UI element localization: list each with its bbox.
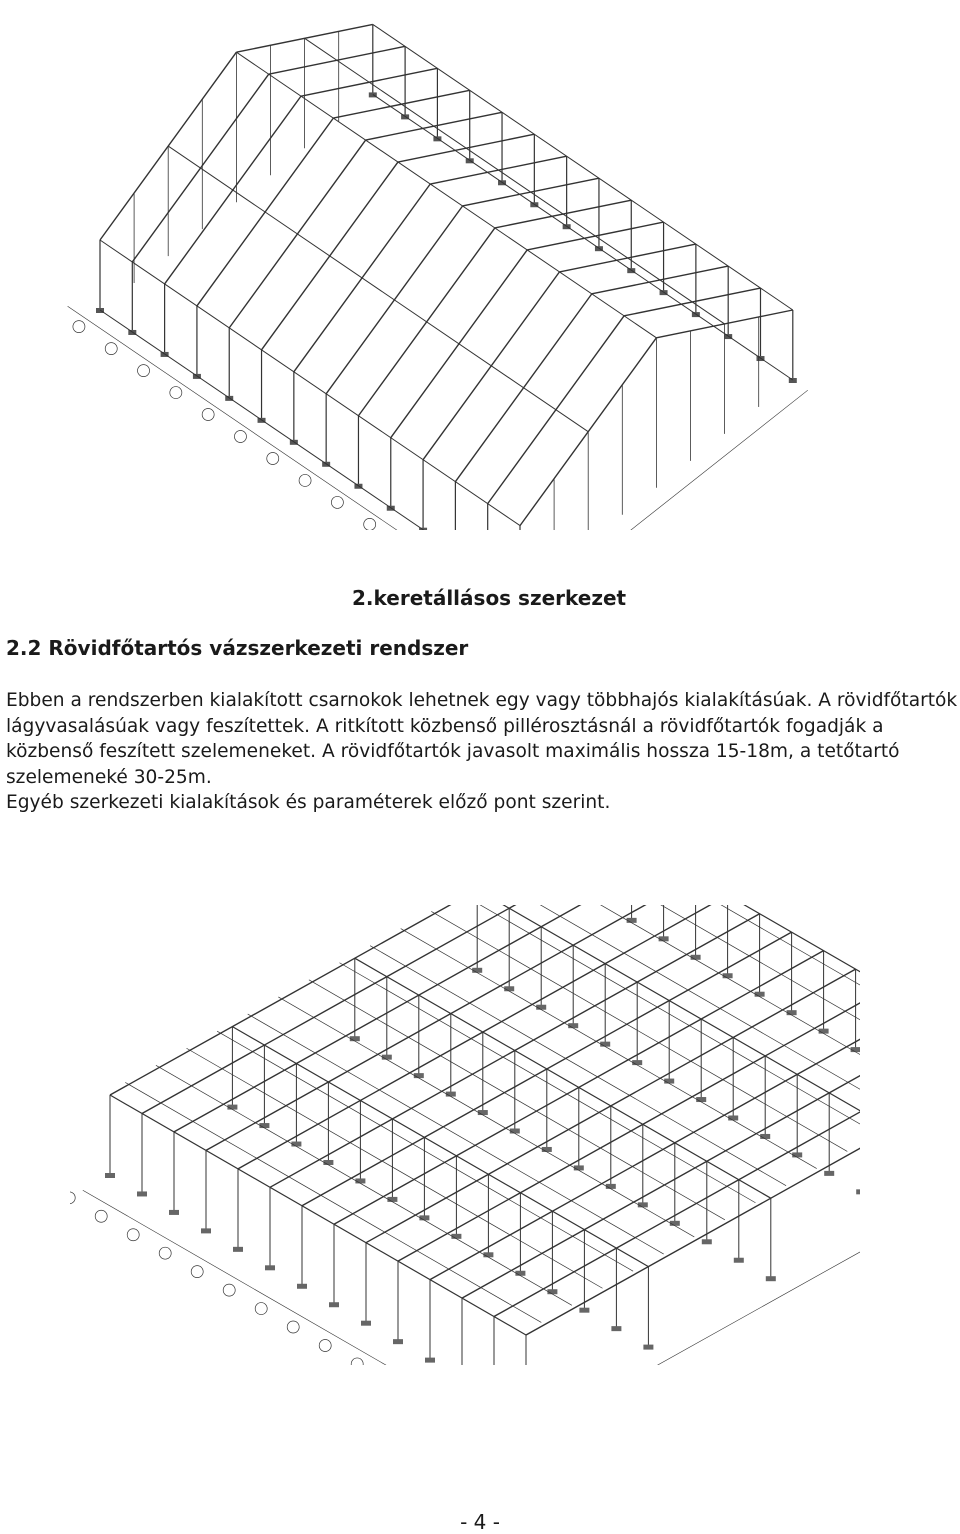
purlin	[248, 1014, 664, 1254]
purlin	[125, 1082, 541, 1322]
body-text	[6, 688, 958, 816]
grid-axis-marker	[127, 1229, 139, 1241]
foundation	[766, 1276, 776, 1281]
purlin	[401, 929, 817, 1169]
purlin	[187, 1048, 603, 1288]
figure-caption: 2.keretállásos szerkezet	[352, 586, 627, 610]
foundation	[297, 1284, 307, 1289]
foundation	[169, 1210, 179, 1215]
short-main-girder	[430, 1006, 860, 1280]
short-main-girder	[398, 988, 860, 1262]
foundation	[856, 1189, 860, 1194]
foundation	[824, 1171, 834, 1176]
grid-axis-marker	[331, 496, 343, 508]
paragraph: Ebben a rendszerben kialakított csarnokok lehetnek egy vagy többhajós kialakításúak. A rövidfőtartók lágyvasalásúak vagy feszítettek. A ritkított közbenső pillérosztásnál a rövidfőtartók fogadják a közbenső feszített szelemeneket. A rövidfőtartók javasolt maximális hossza 15-18m, a tetőtartó szelemeneké 30-25m.	[6, 690, 958, 788]
dimension-line	[547, 1153, 860, 1365]
purlin	[340, 963, 756, 1203]
foundation	[702, 1239, 712, 1244]
dimension-line	[83, 1190, 499, 1365]
longitudinal-beam	[110, 1095, 526, 1335]
purlin	[217, 1031, 633, 1271]
purlin	[309, 980, 725, 1220]
section-number: 2.2	[6, 636, 42, 660]
foundation	[734, 1258, 744, 1263]
longitudinal-beam	[232, 1027, 648, 1267]
drawing-linework	[70, 905, 860, 1365]
grid-axis-marker	[299, 474, 311, 486]
grid-axis-marker	[267, 452, 279, 464]
grid-axis-marker	[202, 409, 214, 421]
grid-axis-marker	[191, 1266, 203, 1278]
foundation	[233, 1247, 243, 1252]
foundation	[329, 1302, 339, 1307]
foundation	[265, 1265, 275, 1270]
grid-axis-marker	[73, 321, 85, 333]
foundation	[579, 1308, 589, 1313]
grid-axis-marker	[138, 365, 150, 377]
longitudinal-beam	[355, 958, 771, 1198]
purlin	[370, 946, 786, 1186]
longitudinal-beam	[305, 38, 725, 324]
purlin	[278, 997, 694, 1237]
foundation	[201, 1228, 211, 1233]
short-girder-grid-isometric-drawing	[70, 905, 860, 1365]
grid-axis-marker	[70, 1192, 75, 1204]
frame-hall-isometric-drawing	[40, 10, 920, 530]
dimension-line	[68, 306, 508, 530]
grid-axis-marker	[159, 1247, 171, 1259]
purlin	[156, 1065, 572, 1305]
grid-axis-marker	[364, 518, 376, 530]
purlin	[554, 905, 860, 1083]
foundation	[137, 1191, 147, 1196]
grid-axis-marker	[255, 1303, 267, 1315]
grid-axis-marker	[223, 1284, 235, 1296]
purlin	[431, 911, 847, 1151]
grid-axis-marker	[95, 1210, 107, 1222]
section-heading	[6, 636, 468, 660]
grid-axis-marker	[351, 1358, 363, 1365]
grid-axis-marker	[287, 1321, 299, 1333]
drawing-linework	[68, 24, 808, 530]
paragraph: Egyéb szerkezeti kialakítások és paraméterek előző pont szerint.	[6, 792, 611, 813]
grid-axis-marker	[234, 431, 246, 443]
foundation	[789, 378, 797, 383]
foundation	[643, 1345, 653, 1350]
short-main-girder	[462, 1024, 860, 1298]
section-title: Rövidfőtartós vázszerkezeti rendszer	[48, 636, 469, 660]
grid-axis-marker	[319, 1339, 331, 1351]
foundation	[105, 1173, 115, 1178]
foundation	[611, 1326, 621, 1331]
foundation	[425, 1358, 435, 1363]
purlin	[584, 905, 860, 1066]
grid-axis-marker	[170, 387, 182, 399]
longitudinal-beam	[373, 94, 793, 380]
foundation	[361, 1321, 371, 1326]
foundation	[393, 1339, 403, 1344]
purlin	[493, 905, 861, 1117]
page-number: - 4 -	[460, 1510, 500, 1534]
grid-axis-marker	[105, 343, 117, 355]
dimension-line	[535, 390, 808, 530]
